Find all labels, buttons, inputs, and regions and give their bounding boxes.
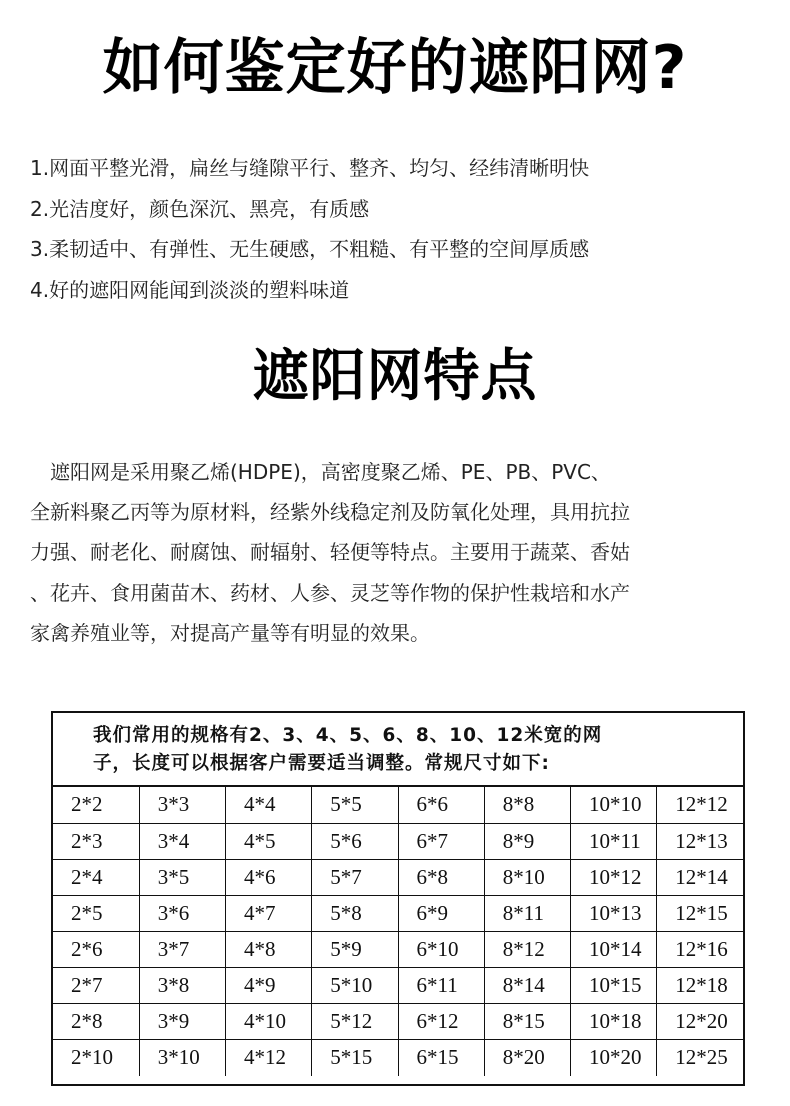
size-cell: 12*25 xyxy=(657,1040,743,1076)
size-cell: 3*6 xyxy=(139,895,225,931)
size-cell: 12*15 xyxy=(657,895,743,931)
table-row xyxy=(53,859,743,895)
size-cell: 6*11 xyxy=(398,967,484,1003)
size-cell: 8*15 xyxy=(484,1004,570,1040)
size-cell: 12*20 xyxy=(657,1004,743,1040)
table-note-line: 子，长度可以根据客户需要适当调整。常规尺寸如下: xyxy=(93,753,550,774)
size-cell: 4*4 xyxy=(226,787,312,823)
size-cell: 3*9 xyxy=(139,1004,225,1040)
size-cell: 4*8 xyxy=(226,931,312,967)
size-cell: 3*10 xyxy=(139,1040,225,1076)
size-cell: 10*18 xyxy=(571,1004,657,1040)
size-cell: 5*12 xyxy=(312,1004,398,1040)
size-cell: 2*10 xyxy=(53,1040,139,1076)
paragraph-line: 全新料聚乙丙等为原材料，经紫外线稳定剂及防氧化处理，具用抗拉 xyxy=(30,500,630,525)
size-cell: 2*6 xyxy=(53,931,139,967)
size-cell: 12*16 xyxy=(657,931,743,967)
table-note-line: 我们常用的规格有2、3、4、5、6、8、10、12米宽的网 xyxy=(93,725,603,746)
size-cell: 4*6 xyxy=(226,859,312,895)
features-title: 遮阳网特点 xyxy=(252,344,538,409)
table-row xyxy=(53,1040,743,1076)
size-cell: 3*4 xyxy=(139,823,225,859)
size-cell: 10*20 xyxy=(571,1040,657,1076)
size-cell: 12*18 xyxy=(657,967,743,1003)
table-note xyxy=(53,713,743,787)
size-cell: 8*9 xyxy=(484,823,570,859)
size-cell: 2*4 xyxy=(53,859,139,895)
size-cell: 4*12 xyxy=(226,1040,312,1076)
table-row xyxy=(53,823,743,859)
size-cell: 5*5 xyxy=(312,787,398,823)
tip-item: 4.好的遮阳网能闻到淡淡的塑料味道 xyxy=(30,278,350,303)
size-cell: 5*7 xyxy=(312,859,398,895)
size-cell: 6*8 xyxy=(398,859,484,895)
size-cell: 10*15 xyxy=(571,967,657,1003)
features-paragraph xyxy=(30,452,772,653)
paragraph-line: 家禽养殖业等，对提高产量等有明显的效果。 xyxy=(30,620,430,645)
size-cell: 12*13 xyxy=(657,823,743,859)
table-row xyxy=(53,967,743,1003)
table-row xyxy=(53,895,743,931)
size-table-box xyxy=(51,711,745,1086)
paragraph-line: 力强、耐老化、耐腐蚀、耐辐射、轻便等特点。主要用于蔬菜、香姑 xyxy=(30,540,630,565)
size-cell: 10*14 xyxy=(571,931,657,967)
size-cell: 4*7 xyxy=(226,895,312,931)
size-cell: 4*10 xyxy=(226,1004,312,1040)
size-cell: 6*7 xyxy=(398,823,484,859)
tip-item: 1.网面平整光滑，扁丝与缝隙平行、整齐、均匀、经纬清晰明快 xyxy=(30,156,590,180)
size-cell: 3*7 xyxy=(139,931,225,967)
tip-item: 2.光洁度好，颜色深沉、黑亮，有质感 xyxy=(30,196,370,221)
paragraph-line: 遮阳网是采用聚乙烯(HDPE)，高密度聚乙烯、PE、PB、PVC、 xyxy=(30,460,611,484)
size-cell: 6*15 xyxy=(398,1040,484,1076)
paragraph-line: 、花卉、食用菌苗木、药材、人参、灵芝等作物的保护性栽培和水产 xyxy=(30,580,630,605)
size-cell: 8*8 xyxy=(484,787,570,823)
size-cell: 2*3 xyxy=(53,823,139,859)
size-cell: 10*11 xyxy=(571,823,657,859)
size-cell: 8*20 xyxy=(484,1040,570,1076)
size-cell: 12*14 xyxy=(657,859,743,895)
size-cell: 5*10 xyxy=(312,967,398,1003)
size-cell: 8*14 xyxy=(484,967,570,1003)
size-cell: 8*12 xyxy=(484,931,570,967)
size-cell: 5*8 xyxy=(312,895,398,931)
page-title: 如何鉴定好的遮阳网? xyxy=(102,33,688,103)
size-cell: 3*5 xyxy=(139,859,225,895)
size-cell: 5*15 xyxy=(312,1040,398,1076)
size-cell: 6*10 xyxy=(398,931,484,967)
size-cell: 12*12 xyxy=(657,787,743,823)
table-row xyxy=(53,787,743,823)
size-cell: 4*9 xyxy=(226,967,312,1003)
size-cell: 6*12 xyxy=(398,1004,484,1040)
size-cell: 8*10 xyxy=(484,859,570,895)
size-cell: 2*2 xyxy=(53,787,139,823)
size-cell: 6*9 xyxy=(398,895,484,931)
size-cell: 5*6 xyxy=(312,823,398,859)
size-cell: 3*3 xyxy=(139,787,225,823)
size-cell: 5*9 xyxy=(312,931,398,967)
size-cell: 8*11 xyxy=(484,895,570,931)
tips-list xyxy=(30,148,589,311)
size-cell: 4*5 xyxy=(226,823,312,859)
table-row xyxy=(53,1004,743,1040)
table-row xyxy=(53,931,743,967)
size-table xyxy=(53,787,743,1076)
size-cell: 10*12 xyxy=(571,859,657,895)
size-cell: 2*5 xyxy=(53,895,139,931)
tip-item: 3.柔韧适中、有弹性、无生硬感，不粗糙、有平整的空间厚质感 xyxy=(30,237,590,262)
size-cell: 2*8 xyxy=(53,1004,139,1040)
size-cell: 10*13 xyxy=(571,895,657,931)
size-cell: 10*10 xyxy=(571,787,657,823)
size-cell: 6*6 xyxy=(398,787,484,823)
size-cell: 3*8 xyxy=(139,967,225,1003)
size-cell: 2*7 xyxy=(53,967,139,1003)
